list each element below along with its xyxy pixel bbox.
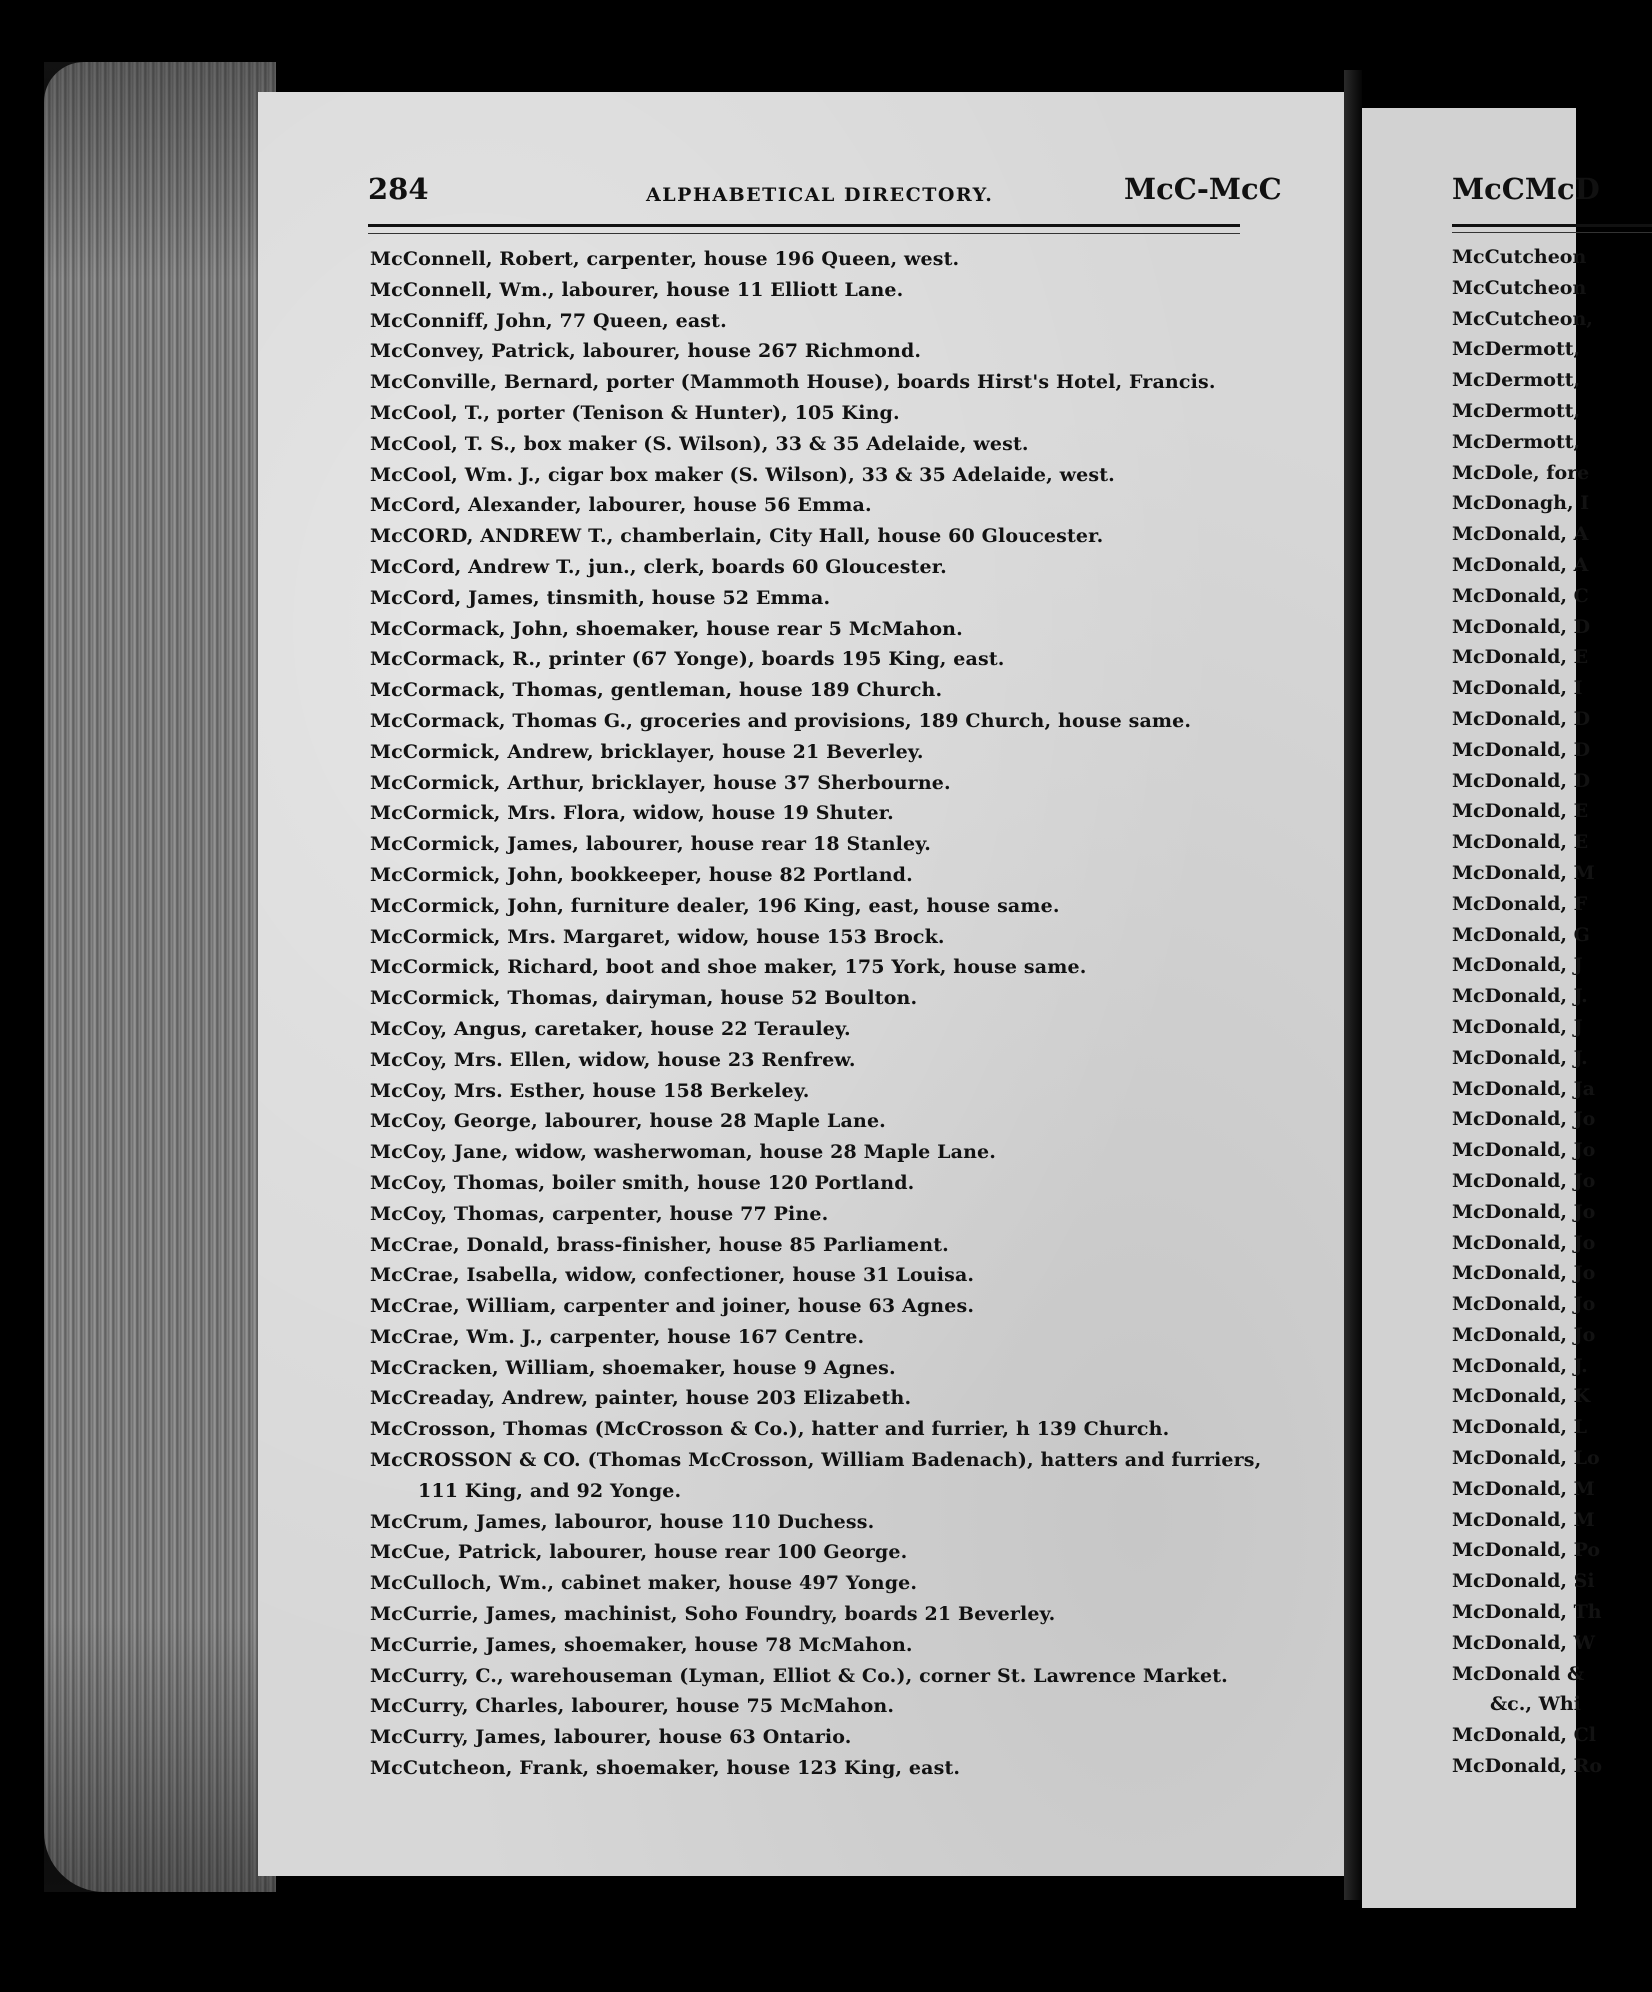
directory-entry: McConnell, Wm., labourer, house 11 Elliott Lane.: [370, 278, 904, 301]
directory-entry: McCormick, Thomas, dairyman, house 52 Boulton.: [370, 987, 918, 1010]
facing-page-entry: McDonald, Cl: [1452, 1724, 1596, 1747]
directory-entry: McConvey, Patrick, labourer, house 267 Richmond.: [370, 340, 922, 363]
facing-page-entry: McDonald, Ro: [1452, 1755, 1603, 1778]
facing-page-entry: McDonald, Po: [1452, 1539, 1601, 1562]
directory-entry: McCurrie, James, shoemaker, house 78 McMahon.: [370, 1633, 913, 1656]
directory-entry: McCormick, James, labourer, house rear 18 Stanley.: [370, 833, 932, 856]
facing-page-entry: McDonald, Jo: [1452, 1323, 1596, 1346]
directory-entry: McCord, Andrew T., jun., clerk, boards 60 Gloucester.: [370, 555, 947, 578]
directory-entry: McCormick, Mrs. Margaret, widow, house 153 Brock.: [370, 925, 945, 948]
directory-entry: McCoy, Jane, widow, washerwoman, house 28 Maple Lane.: [370, 1141, 997, 1164]
directory-entry: McCoy, Thomas, carpenter, house 77 Pine.: [370, 1202, 829, 1225]
facing-page-entry: McDonald, E: [1452, 831, 1589, 854]
directory-entry: McCrae, William, carpenter and joiner, house 63 Agnes.: [370, 1295, 975, 1318]
directory-entry: McCrum, James, labouror, house 110 Duchess.: [370, 1510, 875, 1533]
directory-entry: McCulloch, Wm., cabinet maker, house 497 Yonge.: [370, 1572, 918, 1595]
facing-page-entry: McDonald, Jo: [1452, 1108, 1596, 1131]
directory-entry: McCormick, Richard, boot and shoe maker, 175 York, house same.: [370, 956, 1087, 979]
directory-entry: McConville, Bernard, porter (Mammoth House), boards Hirst's Hotel, Francis.: [370, 371, 1216, 394]
facing-page-entry: McCutcheon: [1452, 276, 1587, 299]
directory-entry: McCormick, Andrew, bricklayer, house 21 Beverley.: [370, 740, 924, 763]
directory-entry: McCormack, Thomas G., groceries and provisions, 189 Church, house same.: [370, 709, 1192, 732]
facing-page-entry: &c., Whi: [1490, 1693, 1581, 1716]
facing-page-entry: McDonald, L: [1452, 1416, 1587, 1439]
facing-page-entry: McDonald, I: [1452, 677, 1583, 700]
facing-page-entry: McCutcheon,: [1452, 307, 1593, 330]
facing-page-entry: McDonald, Jo: [1452, 1200, 1596, 1223]
facing-page-entry: McDonald, J.: [1452, 985, 1588, 1008]
directory-entry: McCurry, James, labourer, house 63 Ontario.: [370, 1726, 852, 1749]
facing-page-entry: McDonald, Th: [1452, 1601, 1602, 1624]
facing-page-entry: McDermott,: [1452, 369, 1581, 392]
facing-page-entry: McDonald, D: [1452, 738, 1591, 761]
facing-page-entry: McDonald, F: [1452, 892, 1588, 915]
facing-page-entry: McDonald, J.: [1452, 1046, 1588, 1069]
directory-entry: McCoy, Thomas, boiler smith, house 120 Portland.: [370, 1171, 915, 1194]
directory-entry: McCORD, ANDREW T., chamberlain, City Hall, house 60 Gloucester.: [370, 525, 1104, 548]
directory-entry: McConniff, John, 77 Queen, east.: [370, 309, 727, 332]
directory-entry: McCormick, John, furniture dealer, 196 King, east, house same.: [370, 894, 1060, 917]
facing-page-entry: McDonald, A: [1452, 553, 1589, 576]
facing-page-entry: McDonald, G: [1452, 923, 1590, 946]
facing-page-entry: McDermott,: [1452, 399, 1581, 422]
facing-page-entry: McDonald, J: [1452, 954, 1583, 977]
facing-page-entries: [1452, 242, 1602, 1782]
facing-page-entry: McDonald, M: [1452, 1477, 1595, 1500]
directory-entry: McCrae, Wm. J., carpenter, house 167 Centre.: [370, 1325, 865, 1348]
gutter: [1344, 70, 1362, 1900]
facing-page-entry: McDonald, D: [1452, 769, 1591, 792]
directory-entry: McCormick, John, bookkeeper, house 82 Portland.: [370, 863, 913, 886]
directory-entry: McCord, James, tinsmith, house 52 Emma.: [370, 586, 831, 609]
facing-page-entry: McDermott,: [1452, 338, 1581, 361]
directory-entry: McCrae, Isabella, widow, confectioner, house 31 Louisa.: [370, 1264, 975, 1287]
directory-entry: McCoy, Mrs. Ellen, widow, house 23 Renfrew.: [370, 1048, 856, 1071]
directory-entry: McCracken, William, shoemaker, house 9 Agnes.: [370, 1356, 896, 1379]
directory-entry: McCool, T., porter (Tenison & Hunter), 105 King.: [370, 401, 900, 424]
directory-entry: McCormack, John, shoemaker, house rear 5 McMahon.: [370, 617, 963, 640]
facing-page-entry: McDonald, Lo: [1452, 1447, 1600, 1470]
directory-entry: McCreaday, Andrew, painter, house 203 Elizabeth.: [370, 1387, 912, 1410]
directory-entry: McCoy, Angus, caretaker, house 22 Terauley.: [370, 1017, 851, 1040]
facing-page-entry: McCutcheon: [1452, 246, 1587, 268]
directory-entry: McCormack, R., printer (67 Yonge), boards 195 King, east.: [370, 648, 1005, 671]
facing-page-entry: McDonald, Jo: [1452, 1169, 1596, 1192]
facing-page-entry: McDonald, Jo: [1452, 1231, 1596, 1254]
directory-entry: McCormack, Thomas, gentleman, house 189 Church.: [370, 679, 943, 702]
directory-entries: [370, 244, 1262, 1784]
facing-page-entry: McDonald, M: [1452, 1508, 1595, 1531]
facing-page-entry: McDonald, A: [1452, 523, 1589, 546]
facing-page-entry: McDonald, E: [1452, 646, 1589, 669]
directory-entry: McCurry, Charles, labourer, house 75 McMahon.: [370, 1695, 895, 1718]
facing-page: [1362, 108, 1603, 1908]
facing-page-entry: McDonagh, I: [1452, 492, 1590, 515]
facing-page-entry: McDonald, K: [1452, 1385, 1591, 1408]
directory-entry: McCormick, Mrs. Flora, widow, house 19 Shuter.: [370, 802, 894, 825]
facing-page-entry: McDonald, M: [1452, 861, 1595, 884]
facing-page-entry: McDonald, Jo: [1452, 1139, 1596, 1162]
facing-page-entry: McDonald, Si: [1452, 1570, 1595, 1593]
facing-page-entry: McDonald, Ja: [1452, 1077, 1595, 1100]
facing-page-entry: McDonald &: [1452, 1662, 1585, 1685]
directory-entry: McCue, Patrick, labourer, house rear 100 George.: [370, 1541, 908, 1564]
facing-page-entry: McDonald, J.: [1452, 1354, 1588, 1377]
directory-entry: 111 King, and 92 Yonge.: [418, 1479, 682, 1502]
directory-entry: McCrae, Donald, brass-finisher, house 85 Parliament.: [370, 1233, 949, 1256]
guide-words: McC-McC: [1124, 172, 1282, 206]
header-rule: [368, 224, 1240, 234]
facing-page-entry: McDonald, C: [1452, 584, 1589, 607]
directory-entry: McCrosson, Thomas (McCrosson & Co.), hatter and furrier, h 139 Church.: [370, 1418, 1170, 1441]
facing-page-entry: McDonald, J: [1452, 1015, 1583, 1038]
directory-entry: McCormick, Arthur, bricklayer, house 37 Sherbourne.: [370, 771, 951, 794]
facing-page-entry: McDonald, E: [1452, 800, 1589, 823]
directory-entry: McCurrie, James, machinist, Soho Foundry, boards 21 Beverley.: [370, 1603, 1056, 1626]
directory-entry: McCoy, George, labourer, house 28 Maple Lane.: [370, 1110, 886, 1133]
facing-page-entry: McDermott,: [1452, 430, 1581, 453]
facing-page-entry: McDonald, D: [1452, 707, 1591, 730]
facing-page-entry: McDonald, Jo: [1452, 1262, 1596, 1285]
facing-page-entry: McDonald, W: [1452, 1631, 1595, 1654]
facing-page-entry: McDole, fore: [1452, 461, 1590, 484]
page-number: 284: [368, 172, 429, 206]
directory-entry: McCool, T. S., box maker (S. Wilson), 33 & 35 Adelaide, west.: [370, 432, 1029, 455]
running-title: ALPHABETICAL DIRECTORY.: [646, 184, 994, 206]
directory-entry: McCurry, C., warehouseman (Lyman, Elliot & Co.), corner St. Lawrence Market.: [370, 1664, 1228, 1687]
facing-page-entry: McDonald, D: [1452, 615, 1591, 638]
directory-entry: McCord, Alexander, labourer, house 56 Emma.: [370, 494, 872, 517]
directory-entry: McConnell, Robert, carpenter, house 196 Queen, west.: [370, 248, 960, 270]
facing-page-header-rule: [1452, 224, 1652, 233]
directory-entry: McCoy, Mrs. Esther, house 158 Berkeley.: [370, 1079, 810, 1102]
page-edges: [44, 62, 276, 1892]
facing-page-guide-words: McCMcD: [1452, 172, 1600, 206]
facing-page-entry: McDonald, Jo: [1452, 1293, 1596, 1316]
directory-entry: McCROSSON & CO. (Thomas McCrosson, William Badenach), hatters and furriers,: [370, 1449, 1262, 1472]
directory-entry: McCutcheon, Frank, shoemaker, house 123 King, east.: [370, 1757, 961, 1780]
directory-entry: McCool, Wm. J., cigar box maker (S. Wilson), 33 & 35 Adelaide, west.: [370, 463, 1115, 486]
